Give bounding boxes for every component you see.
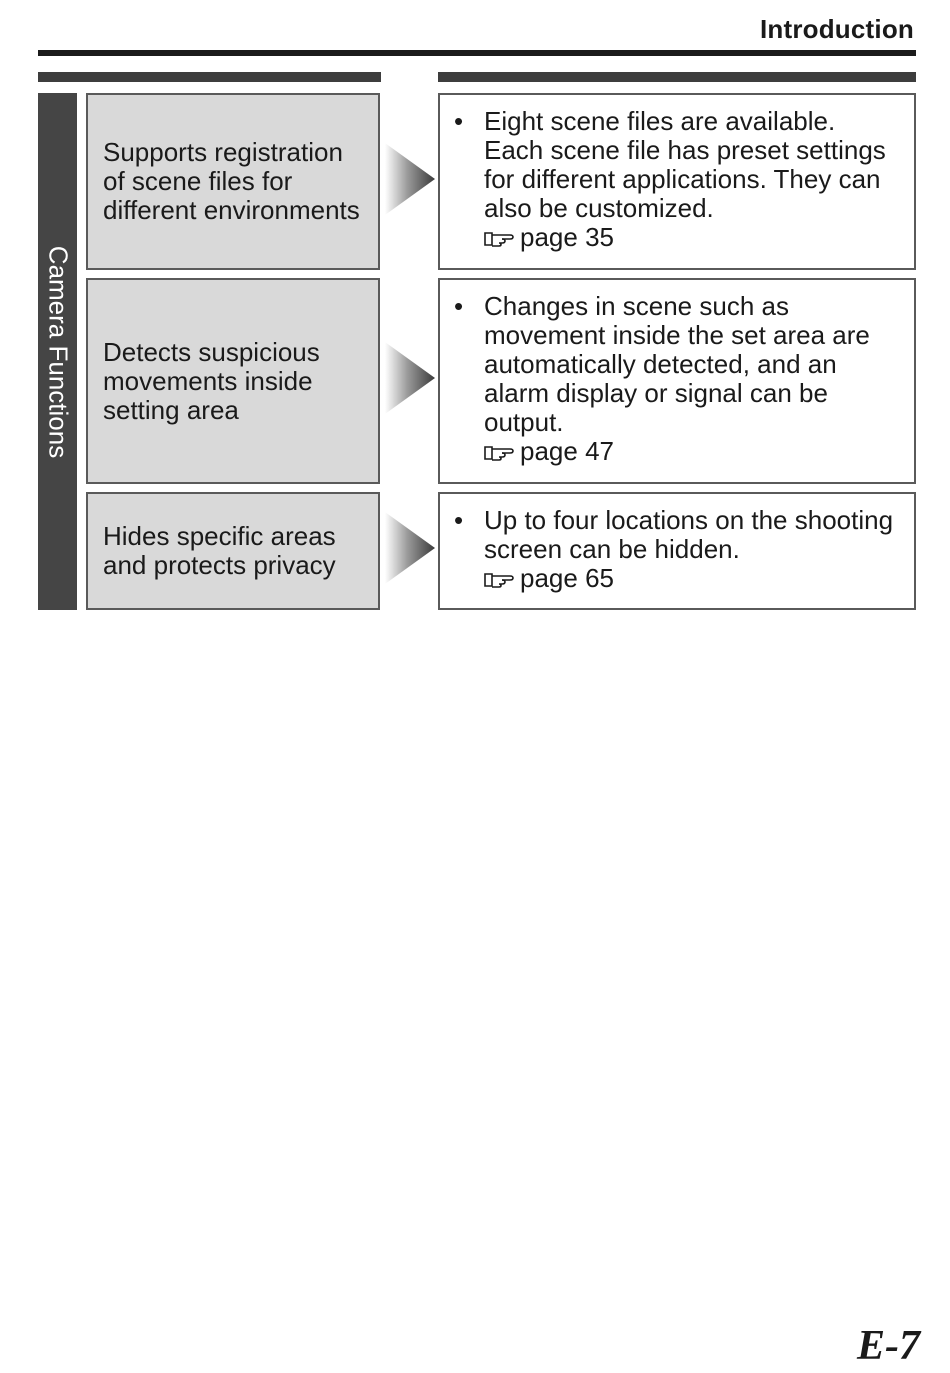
pointing-hand-icon [484, 443, 514, 461]
camera-functions-tab [38, 93, 77, 610]
right-arrow-icon [385, 342, 437, 414]
page-reference [484, 437, 900, 466]
bullet-item [454, 506, 900, 593]
page-number: E-7 [857, 1323, 920, 1369]
description-text: Changes in scene such as movement inside the set area are automatically detected, and an alarm display or signal can be output. [484, 291, 870, 437]
feature-label: Detects suspicious movements inside setting area [103, 336, 320, 425]
page-reference-link: page 47 [520, 436, 614, 466]
right-column-bar [438, 72, 916, 82]
side-tab-label: Camera Functions [43, 245, 73, 458]
section-title: Introduction [759, 14, 914, 44]
bullet: • [454, 505, 464, 535]
page-reference-link: page 35 [520, 222, 614, 252]
page-reference-link: page 65 [520, 563, 614, 593]
page-reference [484, 223, 900, 252]
right-arrow-icon [385, 512, 437, 584]
feature-box [86, 492, 380, 610]
bullet: • [454, 291, 464, 321]
feature-box [86, 278, 380, 484]
pointing-hand-icon [484, 229, 514, 247]
header-rule [38, 50, 916, 56]
bullet-item [454, 292, 900, 466]
bullet: • [454, 106, 464, 136]
description-box [438, 492, 916, 610]
description-box [438, 278, 916, 484]
description-box [438, 93, 916, 270]
feature-label: Hides specific areas and protects privacy [103, 521, 336, 580]
description-text: Up to four locations on the shooting screen can be hidden. [484, 505, 894, 564]
right-arrow-icon [385, 143, 437, 215]
left-column-bar [38, 72, 381, 82]
page-reference [484, 564, 900, 593]
pointing-hand-icon [484, 570, 514, 588]
feature-label: Supports registration of scene files for different environments [103, 137, 360, 225]
description-text: Eight scene files are available. Each scene file has preset settings for different applications. They can also be customized. [484, 106, 886, 223]
bullet-item [454, 107, 900, 252]
feature-box [86, 93, 380, 270]
